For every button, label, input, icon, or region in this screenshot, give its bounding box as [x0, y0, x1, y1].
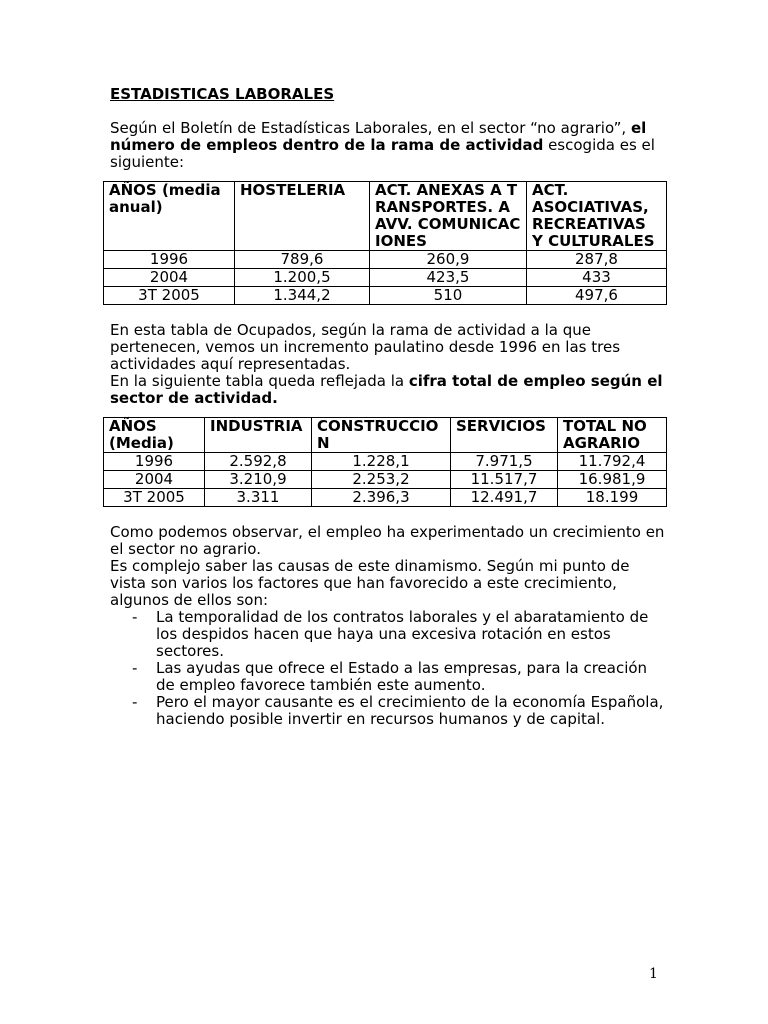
table-header-row: [104, 418, 667, 453]
list-item-text: Las ayudas que ofrece el Estado a las empresas, para la creación de empleo favorece también este aumento.: [156, 659, 648, 694]
table-cell: 3T 2005: [104, 287, 235, 305]
intro-text-1: Según el Boletín de Estadísticas Laborales, en el sector “no agrario”,: [110, 119, 631, 137]
table-cell: 260,9: [370, 251, 527, 269]
causes-paragraph: Es complejo saber las causas de este dinamismo. Según mi punto de vista son varios los factores que han favorecido a este crecimiento, algunos de ellos son:: [110, 557, 630, 609]
table-row: [104, 269, 667, 287]
ocupados-paragraph: En esta tabla de Ocupados, según la rama de actividad a la que pertenecen, vemos un incremento paulatino desde 1996 en las tres actividades aquí representadas.: [110, 321, 621, 373]
table-cell: 3T 2005: [104, 489, 205, 507]
table-cell: 2004: [104, 471, 205, 489]
intro-bold-text: el número de empleos dentro de la rama de actividad: [110, 119, 647, 154]
table-header-cell: AÑOS (media anual): [104, 182, 235, 251]
table-cell: 18.199: [558, 489, 667, 507]
table-cell: 11.517,7: [451, 471, 558, 489]
causes-list: [110, 609, 670, 728]
table-cell: 497,6: [527, 287, 667, 305]
table-cell: 2.396,3: [312, 489, 451, 507]
list-item: [132, 694, 670, 728]
table-header-cell: TOTAL NO AGRARIO: [558, 418, 667, 453]
table-cell: 2.592,8: [205, 453, 312, 471]
table-cell: 287,8: [527, 251, 667, 269]
table-row: [104, 287, 667, 305]
table-cell: 1996: [104, 251, 235, 269]
table-cell: 16.981,9: [558, 471, 667, 489]
table-cell: 510: [370, 287, 527, 305]
table-row: [104, 489, 667, 507]
table-cell: 423,5: [370, 269, 527, 287]
table-cell: 1.344,2: [235, 287, 370, 305]
table-cell: 2004: [104, 269, 235, 287]
table-cell: 12.491,7: [451, 489, 558, 507]
table-cell: 1996: [104, 453, 205, 471]
list-item: [132, 660, 670, 694]
employment-by-activity-table: [103, 181, 667, 305]
growth-paragraph: Como podemos observar, el empleo ha experimentado un crecimiento en el sector no agrario.: [110, 523, 665, 558]
table-cell: 11.792,4: [558, 453, 667, 471]
table-header-cell: HOSTELERIA: [235, 182, 370, 251]
document-title: ESTADISTICAS LABORALES: [110, 85, 335, 103]
total-employment-text: En la siguiente tabla queda reflejada la: [110, 372, 409, 390]
document-page: [110, 86, 670, 728]
table-header-row: [104, 182, 667, 251]
intro-text-2: escogida es el siguiente:: [110, 136, 655, 171]
total-employment-bold-text: cifra total de empleo según el sector de actividad.: [110, 372, 663, 407]
table-header-cell: CONSTRUCCION: [312, 418, 451, 453]
table-row: [104, 453, 667, 471]
table-row: [104, 251, 667, 269]
table-cell: 433: [527, 269, 667, 287]
intro-paragraph: [110, 120, 670, 171]
list-item-text: Pero el mayor causante es el crecimiento de la economía Española, haciendo posible invertir en recursos humanos y de capital.: [156, 693, 664, 728]
list-dash: -: [132, 659, 138, 677]
list-dash: -: [132, 608, 138, 626]
list-item-text: La temporalidad de los contratos laborales y el abaratamiento de los despidos hacen que haya una excesiva rotación en estos sectores.: [156, 608, 649, 660]
table-header-cell: AÑOS (Media): [104, 418, 205, 453]
table-cell: 3.210,9: [205, 471, 312, 489]
page-number: 1: [649, 966, 658, 982]
table-row: [104, 471, 667, 489]
table-header-cell: ACT. ANEXAS A TRANSPORTES. AAVV. COMUNICACIONES: [370, 182, 527, 251]
total-employment-paragraph: [110, 373, 670, 407]
table-cell: 7.971,5: [451, 453, 558, 471]
list-item: [132, 609, 670, 660]
table-cell: 3.311: [205, 489, 312, 507]
table-header-cell: INDUSTRIA: [205, 418, 312, 453]
employment-by-sector-table: [103, 417, 667, 507]
table-cell: 789,6: [235, 251, 370, 269]
list-dash: -: [132, 693, 138, 711]
table-cell: 1.228,1: [312, 453, 451, 471]
table-cell: 1.200,5: [235, 269, 370, 287]
table-header-cell: ACT. ASOCIATIVAS, RECREATIVAS Y CULTURALES: [527, 182, 667, 251]
table-cell: 2.253,2: [312, 471, 451, 489]
table-header-cell: SERVICIOS: [451, 418, 558, 453]
